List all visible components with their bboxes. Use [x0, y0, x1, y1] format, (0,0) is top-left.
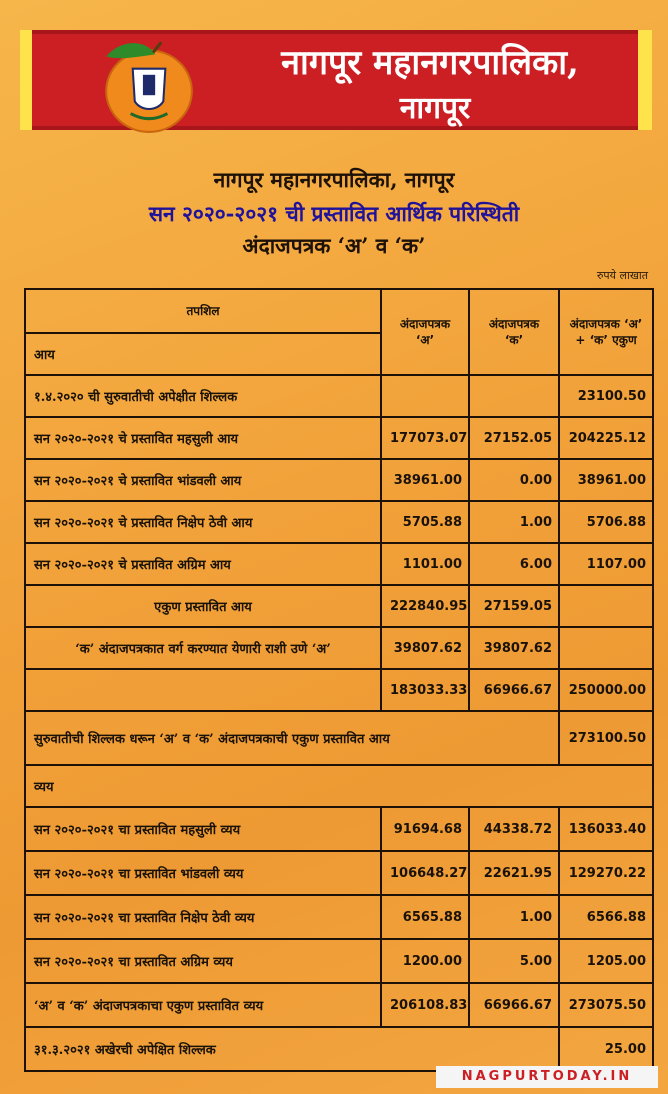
closing-balance-value: 25.00	[559, 1027, 653, 1071]
row-label: सन २०२०-२०२१ चे प्रस्तावित अग्रिम आय	[25, 543, 381, 585]
budget-table	[24, 288, 654, 1072]
value-k: 39807.62	[469, 627, 559, 669]
row-label: सन २०२०-२०२१ चे प्रस्तावित निक्षेप ठेवी आय	[25, 501, 381, 543]
row-label: सन २०२०-२०२१ चा प्रस्तावित महसुली व्यय	[25, 807, 381, 851]
table-row	[25, 983, 653, 1027]
watermark: NAGPURTODAY.IN	[436, 1066, 658, 1088]
table-row	[25, 627, 653, 669]
value-total: 23100.50	[559, 375, 653, 417]
table-row	[25, 459, 653, 501]
table-row	[25, 669, 653, 711]
row-label: सन २०२०-२०२१ चा प्रस्तावित भांडवली व्यय	[25, 851, 381, 895]
row-label: ‘क’ अंदाजपत्रकात वर्ग करण्यात येणारी राशी उणे ‘अ’	[25, 627, 381, 669]
value-k: 6.00	[469, 543, 559, 585]
value-a: 5705.88	[381, 501, 469, 543]
value-total: 136033.40	[559, 807, 653, 851]
value-k: 1.00	[469, 895, 559, 939]
table-row	[25, 375, 653, 417]
value-a: 1101.00	[381, 543, 469, 585]
header-details: तपशिल	[25, 289, 381, 333]
header-col-a: अंदाजपत्रक ‘अ’	[381, 289, 469, 375]
value-k: 27152.05	[469, 417, 559, 459]
value-total	[559, 585, 653, 627]
value-a: 206108.83	[381, 983, 469, 1027]
total-income-row	[25, 711, 653, 765]
closing-balance-label: ३१.३.२०२१ अखेरची अपेक्षित शिल्लक	[25, 1027, 559, 1071]
table-header-row	[25, 289, 653, 333]
heading-org: नागपूर महानगरपालिका, नागपूर	[213, 167, 455, 192]
row-label: १.४.२०२० ची सुरुवातीची अपेक्षीत शिल्लक	[25, 375, 381, 417]
value-a: 183033.33	[381, 669, 469, 711]
expense-heading-row	[25, 765, 653, 807]
total-income-label: सुरुवातीची शिल्लक धरून ‘अ’ व ‘क’ अंदाजपत्रकाची एकुण प्रस्तावित आय	[25, 711, 559, 765]
heading-budgets: अंदाजपत्रक ‘अ’ व ‘क’	[242, 233, 426, 258]
value-total: 250000.00	[559, 669, 653, 711]
value-a: 38961.00	[381, 459, 469, 501]
value-total: 1205.00	[559, 939, 653, 983]
value-total: 5706.88	[559, 501, 653, 543]
value-total	[559, 627, 653, 669]
value-a	[381, 375, 469, 417]
value-k	[469, 375, 559, 417]
value-total: 6566.88	[559, 895, 653, 939]
table-row	[25, 585, 653, 627]
heading-title: सन २०२०-२०२१ ची प्रस्तावित आर्थिक परिस्थिती	[148, 201, 520, 226]
value-a: 222840.95	[381, 585, 469, 627]
row-label: ‘अ’ व ‘क’ अंदाजपत्रकाचा एकुण प्रस्तावित व्यय	[25, 983, 381, 1027]
closing-balance-row	[25, 1027, 653, 1071]
value-total: 273075.50	[559, 983, 653, 1027]
row-label: सन २०२०-२०२१ चा प्रस्तावित निक्षेप ठेवी व्यय	[25, 895, 381, 939]
banner-title: नागपूर महानगरपालिका,	[281, 43, 579, 83]
income-heading: आय	[25, 333, 381, 375]
unit-note: रुपये लाखात	[596, 269, 648, 282]
table-row	[25, 895, 653, 939]
value-a: 106648.27	[381, 851, 469, 895]
value-k: 22621.95	[469, 851, 559, 895]
value-k: 27159.05	[469, 585, 559, 627]
banner-subtitle: नागपूर	[399, 91, 471, 126]
value-k: 0.00	[469, 459, 559, 501]
value-k: 5.00	[469, 939, 559, 983]
value-a: 6565.88	[381, 895, 469, 939]
value-k: 66966.67	[469, 669, 559, 711]
expense-heading: व्यय	[25, 765, 653, 807]
value-k: 66966.67	[469, 983, 559, 1027]
row-label: सन २०२०-२०२१ चे प्रस्तावित भांडवली आय	[25, 459, 381, 501]
value-a: 177073.07	[381, 417, 469, 459]
orange-emblem-logo	[96, 34, 198, 136]
table-row	[25, 851, 653, 895]
row-label: सन २०२०-२०२१ चा प्रस्तावित अग्रिम व्यय	[25, 939, 381, 983]
row-label: एकुण प्रस्तावित आय	[25, 585, 381, 627]
header-col-total: अंदाजपत्रक ‘अ’ + ‘क’ एकुण	[559, 289, 653, 375]
table-row	[25, 501, 653, 543]
value-total: 204225.12	[559, 417, 653, 459]
value-total: 1107.00	[559, 543, 653, 585]
value-a: 39807.62	[381, 627, 469, 669]
table-row	[25, 807, 653, 851]
value-a: 1200.00	[381, 939, 469, 983]
table-row	[25, 939, 653, 983]
value-total: 38961.00	[559, 459, 653, 501]
value-k: 44338.72	[469, 807, 559, 851]
value-total: 129270.22	[559, 851, 653, 895]
table-row	[25, 417, 653, 459]
value-k: 1.00	[469, 501, 559, 543]
header-col-k: अंदाजपत्रक ‘क’	[469, 289, 559, 375]
row-label: सन २०२०-२०२१ चे प्रस्तावित महसुली आय	[25, 417, 381, 459]
total-income-value: 273100.50	[559, 711, 653, 765]
table-row	[25, 543, 653, 585]
row-label	[25, 669, 381, 711]
header-banner	[20, 30, 652, 130]
value-a: 91694.68	[381, 807, 469, 851]
